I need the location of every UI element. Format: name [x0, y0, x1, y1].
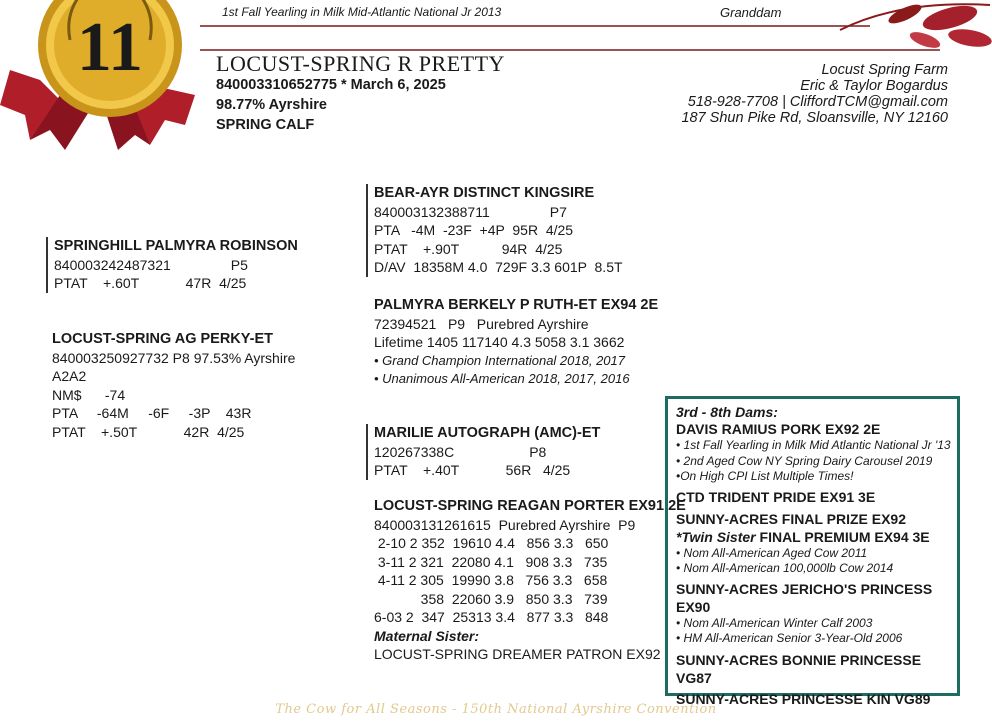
sire-dam-block [374, 296, 658, 389]
sire-id: 840003242487321 [54, 256, 171, 273]
record-row: 6-03 2 347 25313 3.4 877 3.3 848 [374, 609, 609, 625]
dam-sire-code: P8 [529, 443, 547, 460]
sire-sire-code: P7 [549, 203, 567, 220]
ancestral-dams-panel [665, 396, 960, 707]
medal-number: 11 [76, 9, 144, 86]
dam-dam-block [374, 497, 686, 664]
breed-percent: 98.77% Ayrshire [216, 97, 327, 113]
record-row: 4-11 2 305 19990 3.8 756 3.3 658 [374, 572, 608, 588]
award-medal-icon [0, 0, 200, 175]
dam-3-note: • 2nd Aged Cow NY Spring Dairy Carousel 2019 [676, 453, 933, 468]
sire-ptat: PTAT +.60T 47R 4/25 [54, 275, 247, 291]
animal-name: LOCUST-SPRING R PRETTY [216, 51, 505, 76]
dams-heading: 3rd - 8th Dams: [676, 404, 778, 420]
dam-5-note: • Nom All-American Aged Cow 2011 [676, 545, 868, 560]
dam-6-note: • HM All-American Senior 3-Year-Old 2006 [676, 631, 903, 645]
dam-3-name: DAVIS RAMIUS PORK EX92 2E [676, 421, 881, 437]
dam-6-note: • Nom All-American Winter Calf 2003 [676, 615, 873, 630]
record-row: 3-11 2 321 22080 4.1 908 3.3 735 [374, 553, 608, 570]
sire-sire-dav: D/AV 18358M 4.0 729F 3.3 601P 8.5T [374, 259, 623, 275]
dam-dam-name: LOCUST-SPRING REAGAN PORTER EX91 2E [374, 498, 686, 514]
show-note: 1st Fall Yearling in Milk Mid-Atlantic National Jr 2013 [222, 5, 502, 19]
dam-sire-ptat: PTAT +.40T 56R 4/25 [374, 462, 571, 478]
sire-dam-note: • Grand Champion International 2018, 2017 [374, 352, 625, 368]
dam-nm: NM$ -74 [52, 386, 126, 403]
dam-name: LOCUST-SPRING AG PERKY-ET [52, 331, 274, 347]
dam-5-note: • Nom All-American 100,000lb Cow 2014 [676, 561, 894, 575]
dam-block [52, 330, 295, 441]
dam-sire-id: 120267338C [374, 443, 455, 460]
dam-8-name: SUNNY-ACRES PRINCESSE KIN VG89 [676, 690, 931, 707]
maternal-sister-label: Maternal Sister: [374, 627, 480, 644]
dam-6-name: SUNNY-ACRES JERICHO'S PRINCESS EX90 [676, 580, 933, 615]
dam-sire-block [366, 424, 600, 480]
sire-dam-name: PALMYRA BERKELY P RUTH-ET EX94 2E [374, 297, 659, 313]
animal-id: 840003310652775 * March 6, 2025 [216, 77, 446, 93]
dam-genotype: A2A2 [52, 368, 87, 384]
dam-ptat: PTAT +.50T 42R 4/25 [52, 423, 245, 440]
farm-contact: 518-928-7708 | CliffordTCM@gmail.com [687, 94, 948, 110]
sire-sire-pta: PTA -4M -23F +4P 95R 4/25 [374, 222, 574, 238]
dam-dam-id: 840003131261615 Purebred Ayrshire P9 [374, 516, 636, 533]
leaf-ornament-icon [830, 0, 992, 55]
maternal-sister-name: LOCUST-SPRING DREAMER PATRON EX92 [374, 646, 661, 662]
record-row: 2-10 2 352 19610 4.4 856 3.3 650 [374, 535, 609, 551]
dam-pta: PTA -64M -6F -3P 43R [52, 405, 252, 421]
sire-name: SPRINGHILL PALMYRA ROBINSON [54, 238, 298, 254]
sire-sire-block [366, 184, 623, 277]
dam-3-note: •On High CPI List Multiple Times! [676, 469, 854, 483]
dam-7-name: SUNNY-ACRES BONNIE PRINCESSE VG87 [676, 651, 922, 686]
dam-5-name: SUNNY-ACRES FINAL PRIZE EX92 [676, 510, 907, 527]
farm-address: 187 Shun Pike Rd, Sloansville, NY 12160 [681, 110, 948, 126]
dam-sire-name: MARILIE AUTOGRAPH (AMC)-ET [374, 425, 601, 441]
section-label: Granddam [720, 5, 782, 20]
sire-code: P5 [230, 256, 248, 273]
footer-tagline: The Cow for All Seasons - 150th National Ayrshire Convention [275, 702, 717, 717]
farm-owners: Eric & Taylor Bogardus [800, 78, 948, 94]
twin-sister-label: *Twin Sister [676, 528, 756, 545]
twin-sister-name: FINAL PREMIUM EX94 3E [755, 528, 930, 545]
sire-dam-lifetime: Lifetime 1405 117140 4.3 5058 3.1 3662 [374, 334, 625, 350]
sire-sire-name: BEAR-AYR DISTINCT KINGSIRE [374, 185, 595, 201]
dam-4-name: CTD TRIDENT PRIDE EX91 3E [676, 488, 876, 505]
dam-3-note: • 1st Fall Yearling in Milk Mid Atlantic National Jr '13 [676, 438, 951, 452]
animal-class: SPRING CALF [216, 117, 315, 133]
sire-sire-id: 840003132388711 [374, 203, 490, 220]
sire-sire-ptat: PTAT +.90T 94R 4/25 [374, 240, 563, 257]
sire-block [46, 237, 298, 293]
dam-id: 840003250927732 P8 97.53% Ayrshire [52, 349, 296, 366]
farm-name: Locust Spring Farm [821, 62, 948, 78]
sire-dam-note: • Unanimous All-American 2018, 2017, 2016 [374, 371, 630, 386]
sire-dam-id: 72394521 P9 Purebred Ayrshire [374, 315, 589, 332]
record-row: 358 22060 3.9 850 3.3 739 [374, 590, 608, 607]
